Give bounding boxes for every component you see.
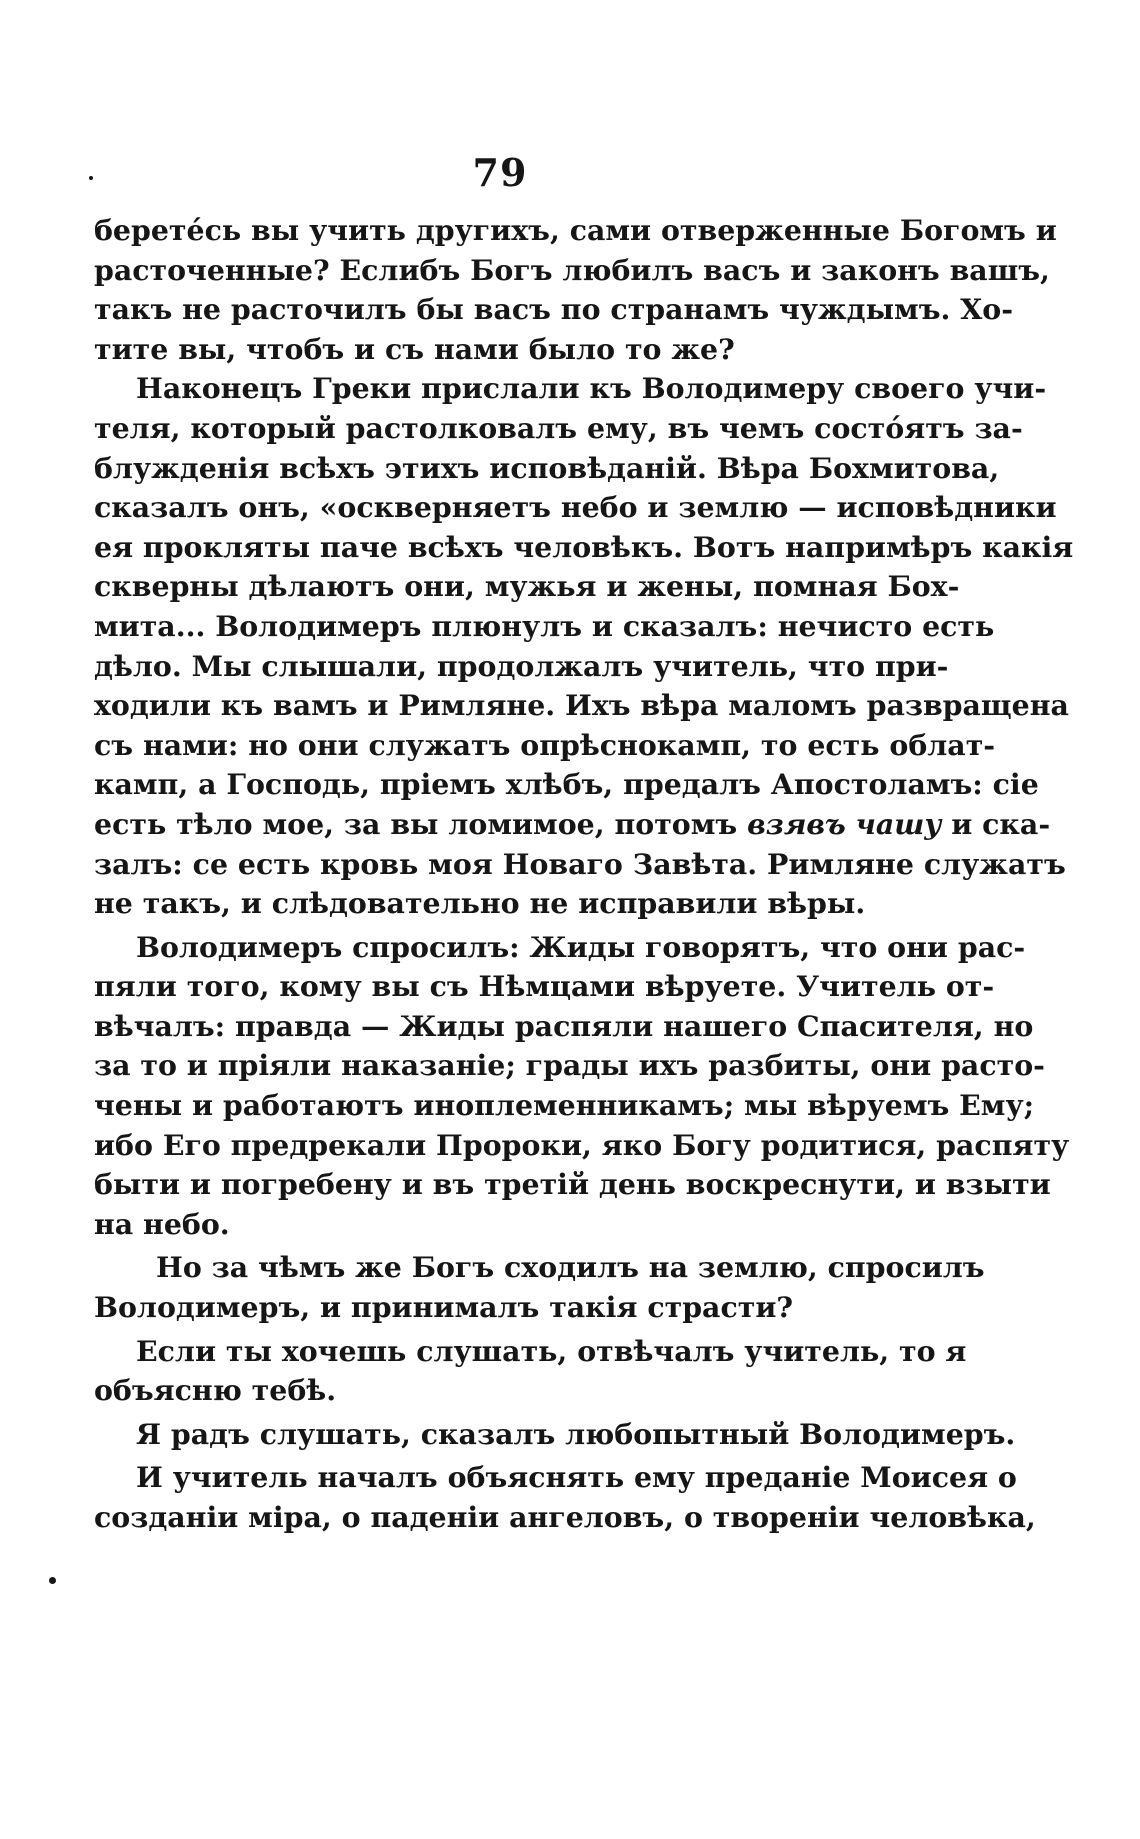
text-line: Я радъ слушать, сказалъ любопытный Володимеръ. — [136, 1416, 1016, 1451]
text-line: блужденія всѣхъ этихъ исповѣданій. Вѣра Бохмитова, — [94, 450, 1000, 485]
text-line — [94, 805, 1051, 845]
text-fragment: есть тѣло мое, за вы ломимое, потомъ — [94, 806, 738, 841]
text-line: за то и пріяли наказаніе; грады ихъ разбиты, они расто- — [94, 1048, 1045, 1083]
text-line: Наконецъ Греки прислали къ Володимеру своего учи- — [136, 371, 1047, 406]
text-fragment: и ска- — [951, 806, 1051, 841]
text-line: ибо Его предрекали Пророки, яко Богу родитися, распяту — [94, 1127, 1070, 1162]
text-line: ходили къ вамъ и Римляне. Ихъ вѣра маломъ развращена — [94, 688, 1069, 723]
text-line: расточенные? Еслибъ Богъ любилъ васъ и законъ вашъ, — [94, 252, 1050, 287]
text-line: тите вы, чтобъ и съ нами было то же? — [94, 331, 735, 366]
text-line: на небо. — [94, 1206, 230, 1241]
text-line: И учитель началъ объяснять ему преданіе Моисея о — [136, 1460, 1017, 1495]
text-line: камп, а Господь, пріемъ хлѣбъ, предалъ Апостоламъ: сіе — [94, 767, 1039, 802]
text-line: Но за чѣмъ же Богъ сходилъ на землю, спросилъ — [156, 1250, 985, 1285]
text-line: чены и работаютъ иноплеменникамъ; мы вѣруемъ Ему; — [94, 1088, 1035, 1123]
text-line: пяли того, кому вы съ Нѣмцами вѣруете. Учитель от- — [94, 969, 995, 1004]
text-line: ея прокляты паче всѣхъ человѣкъ. Вотъ напримѣръ какія — [94, 529, 1074, 564]
text-line: Володимеръ, и принималъ такія страсти? — [94, 1290, 794, 1325]
text-line: берете́сь вы учить другихъ, сами отверженные Богомъ и — [94, 213, 1057, 247]
page-number: 79 — [472, 150, 528, 195]
text-line: быти и погребену и въ третій день воскреснути, и взыти — [94, 1167, 1051, 1202]
text-line: залъ: се есть кровь моя Новаго Завѣта. Римляне служатъ — [94, 846, 1066, 881]
text-line: такъ не расточилъ бы васъ по странамъ чуждымъ. Хо- — [94, 292, 1013, 327]
text-line: дѣло. Мы слышали, продолжалъ учитель, что при- — [94, 648, 949, 683]
text-line: созданіи міра, о паденіи ангеловъ, о твореніи человѣка, — [94, 1500, 1036, 1534]
text-line: вѣчалъ: правда — Жиды распяли нашего Спасителя, но — [94, 1008, 1034, 1043]
text-line: теля, который растолковалъ ему, въ чемъ состо́ятъ за- — [94, 410, 1023, 445]
body-text — [94, 211, 1074, 1538]
ink-speck — [49, 1577, 56, 1584]
text-line: съ нами: но они служатъ опрѣснокамп, то есть облат- — [94, 727, 996, 762]
text-line: Если ты хочешь слушать, отвѣчалъ учитель, то я — [136, 1333, 967, 1368]
text-line: сказалъ онъ, «оскверняетъ небо и землю — исповѣдники — [94, 490, 1057, 525]
text-line: мита... Володимеръ плюнулъ и сказалъ: нечисто есть — [94, 608, 995, 643]
text-line: скверны дѣлаютъ они, мужья и жены, помная Бох- — [94, 569, 960, 604]
text-line: не такъ, и слѣдовательно не исправили вѣры. — [94, 886, 866, 921]
text-line: Володимеръ спросилъ: Жиды говорятъ, что они рас- — [136, 929, 1026, 964]
text-line: объясню тебѣ. — [94, 1373, 337, 1408]
italic-phrase: взявъ чашу — [747, 806, 942, 841]
